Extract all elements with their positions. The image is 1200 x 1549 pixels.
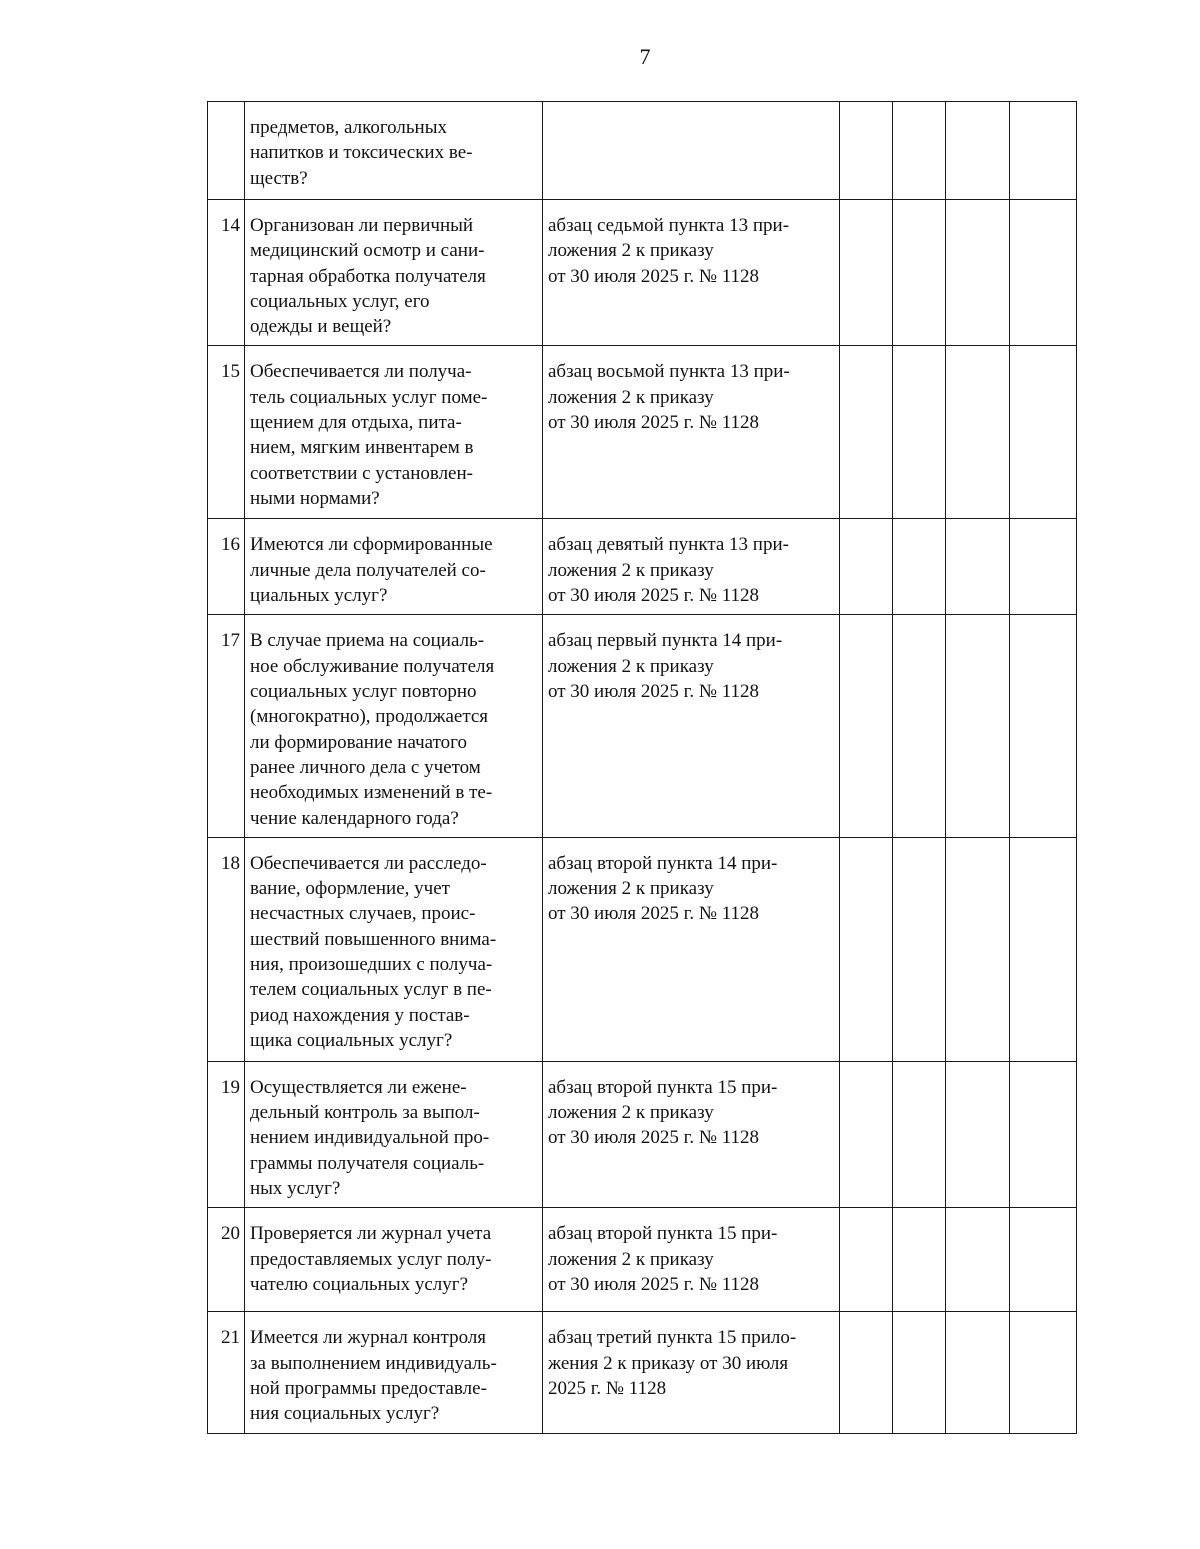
reference-text: абзац второй пункта 14 при- ложения 2 к приказу от 30 июля 2025 г. № 1128 xyxy=(548,852,778,925)
answer-cell xyxy=(840,346,893,519)
answer-cell xyxy=(946,346,1010,519)
question-cell xyxy=(245,837,543,1061)
question-cell xyxy=(245,200,543,346)
page-number: 7 xyxy=(639,44,651,69)
question-text: Проверяется ли журнал учета предоставляемых услуг полу- чателю социальных услуг? xyxy=(250,1223,492,1295)
reference-cell xyxy=(543,1061,840,1207)
table-row xyxy=(208,615,1077,837)
reference-cell xyxy=(543,102,840,200)
table-row xyxy=(208,1061,1077,1207)
reference-cell xyxy=(543,346,840,519)
row-number: 19 xyxy=(208,1061,245,1207)
answer-cell xyxy=(946,837,1010,1061)
row-number: 16 xyxy=(208,519,245,615)
answer-cell xyxy=(840,519,893,615)
reference-text: абзац первый пункта 14 при- ложения 2 к приказу от 30 июля 2025 г. № 1128 xyxy=(548,630,783,703)
answer-cell xyxy=(946,200,1010,346)
answer-cell xyxy=(840,1208,893,1312)
answer-cell xyxy=(1010,1312,1077,1433)
row-number: 15 xyxy=(208,346,245,519)
reference-text: абзац третий пункта 15 прило- жения 2 к приказу от 30 июля 2025 г. № 1128 xyxy=(548,1327,797,1399)
answer-cell xyxy=(840,615,893,837)
reference-text: абзац восьмой пункта 13 при- ложения 2 к приказу от 30 июля 2025 г. № 1128 xyxy=(548,361,790,434)
question-cell xyxy=(245,102,543,200)
question-text: Имеются ли сформированные личные дела получателей со- циальных услуг? xyxy=(250,534,493,607)
answer-cell xyxy=(1010,837,1077,1061)
answer-cell xyxy=(1010,615,1077,837)
table-row xyxy=(208,200,1077,346)
question-text: Имеется ли журнал контроля за выполнением индивидуаль- ной программы предоставле- ния социальных услуг? xyxy=(250,1327,497,1425)
question-cell xyxy=(245,1061,543,1207)
reference-cell xyxy=(543,837,840,1061)
reference-cell xyxy=(543,1208,840,1312)
answer-cell xyxy=(1010,200,1077,346)
answer-cell xyxy=(946,1061,1010,1207)
answer-cell xyxy=(840,200,893,346)
question-text: Обеспечивается ли получа- тель социальных услуг поме- щением для отдыха, пита- нием, мягким инвентарем в соответствии с установлен- ными нормами? xyxy=(250,361,488,509)
row-number xyxy=(208,102,245,200)
question-cell xyxy=(245,1312,543,1433)
answer-cell xyxy=(893,102,946,200)
table-row xyxy=(208,1208,1077,1312)
reference-cell xyxy=(543,519,840,615)
question-cell xyxy=(245,346,543,519)
answer-cell xyxy=(1010,1061,1077,1207)
answer-cell xyxy=(840,837,893,1061)
reference-cell xyxy=(543,200,840,346)
row-number: 14 xyxy=(208,200,245,346)
answer-cell xyxy=(840,102,893,200)
row-number: 17 xyxy=(208,615,245,837)
question-cell xyxy=(245,1208,543,1312)
table-row xyxy=(208,1312,1077,1433)
question-text: В случае приема на социаль- ное обслуживание получателя социальных услуг повторно (многократно), продолжается ли формирование начатого ранее личного дела с учетом необходимых изменений в те- чение календарного года? xyxy=(250,630,495,829)
answer-cell xyxy=(1010,102,1077,200)
answer-cell xyxy=(946,102,1010,200)
table-row xyxy=(208,346,1077,519)
question-cell xyxy=(245,519,543,615)
question-text: предметов, алкогольных напитков и токсических ве- ществ? xyxy=(250,117,473,189)
reference-cell xyxy=(543,615,840,837)
question-text: Осуществляется ли еженe- дельный контроль за выпол- нением индивидуальной про- граммы получателя социаль- ных услуг? xyxy=(250,1076,490,1200)
answer-cell xyxy=(893,1208,946,1312)
answer-cell xyxy=(946,1208,1010,1312)
table-row xyxy=(208,102,1077,200)
row-number: 21 xyxy=(208,1312,245,1433)
reference-cell xyxy=(543,1312,840,1433)
table-row xyxy=(208,837,1077,1061)
checklist-table xyxy=(207,101,1077,1434)
answer-cell xyxy=(840,1061,893,1207)
answer-cell xyxy=(893,200,946,346)
reference-text: абзац девятый пункта 13 при- ложения 2 к приказу от 30 июля 2025 г. № 1128 xyxy=(548,534,789,607)
question-text: Организован ли первичный медицинский осмотр и сани- тарная обработка получателя социальных услуг, его одежды и вещей? xyxy=(250,215,486,338)
row-number: 18 xyxy=(208,837,245,1061)
reference-text: абзац второй пункта 15 при- ложения 2 к приказу от 30 июля 2025 г. № 1128 xyxy=(548,1223,778,1295)
answer-cell xyxy=(946,519,1010,615)
answer-cell xyxy=(1010,1208,1077,1312)
question-text: Обеспечивается ли расследо- вание, оформление, учет несчастных случаев, проис- шествий повышенного внима- ния, произошедших с получа- телем социальных услуг в пе- риод нахождения у постав- щика социальных услуг? xyxy=(250,852,497,1051)
reference-text: абзац второй пункта 15 при- ложения 2 к приказу от 30 июля 2025 г. № 1128 xyxy=(548,1076,778,1149)
answer-cell xyxy=(1010,346,1077,519)
answer-cell xyxy=(893,1061,946,1207)
answer-cell xyxy=(946,1312,1010,1433)
table-body xyxy=(208,102,1077,1434)
answer-cell xyxy=(946,615,1010,837)
answer-cell xyxy=(893,615,946,837)
answer-cell xyxy=(893,519,946,615)
answer-cell xyxy=(893,1312,946,1433)
answer-cell xyxy=(893,837,946,1061)
row-number: 20 xyxy=(208,1208,245,1312)
answer-cell xyxy=(1010,519,1077,615)
answer-cell xyxy=(893,346,946,519)
table-row xyxy=(208,519,1077,615)
question-cell xyxy=(245,615,543,837)
reference-text: абзац седьмой пункта 13 при- ложения 2 к приказу от 30 июля 2025 г. № 1128 xyxy=(548,215,790,287)
answer-cell xyxy=(840,1312,893,1433)
